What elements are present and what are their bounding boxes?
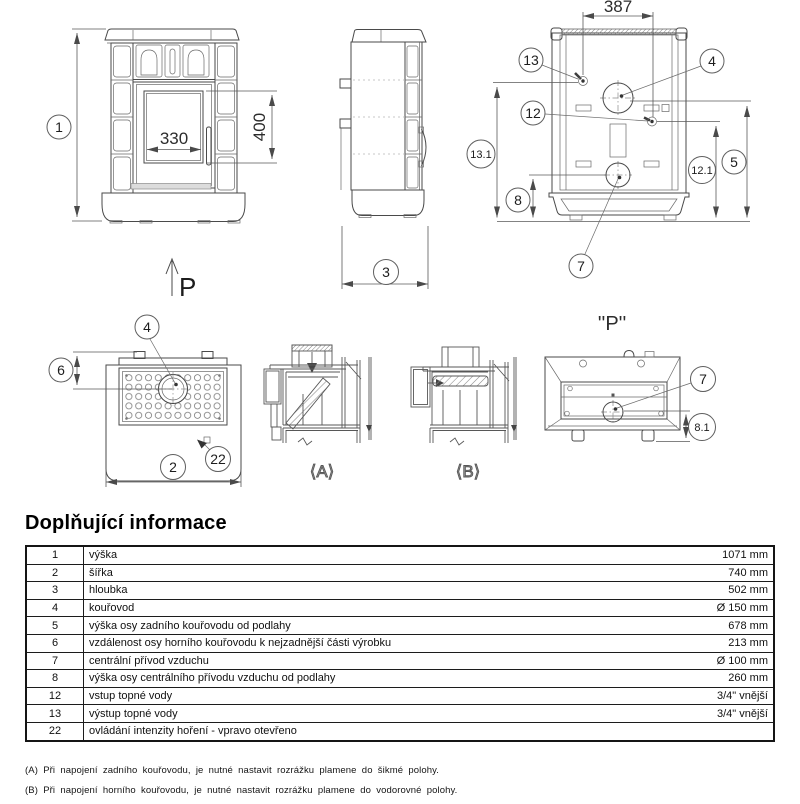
row-content [84, 546, 775, 564]
callout-top-flue [135, 315, 159, 339]
callout-burn-control [206, 447, 231, 472]
row-content [84, 670, 775, 688]
row-label: hloubka [89, 584, 128, 597]
table-row [26, 617, 774, 635]
row-number: 7 [26, 652, 84, 670]
row-content [84, 634, 775, 652]
row-number: 22 [26, 722, 84, 740]
row-content [84, 617, 775, 635]
water-inlet-12 [644, 117, 657, 126]
flame-baffle-horizontal [433, 376, 488, 386]
bottom-view-label: ''P'' [597, 313, 627, 335]
table-row [26, 705, 774, 723]
info-table [25, 545, 775, 742]
door-handle [207, 127, 212, 165]
footnote: (A) Při napojení zadního kouřovodu, je nutné nastavit rozrážku plamene do šikmé polohy. [25, 765, 439, 776]
svg-text:13: 13 [523, 52, 539, 68]
row-number: 8 [26, 670, 84, 688]
callout-air-height [506, 188, 530, 212]
table-row [26, 564, 774, 582]
page-title: Doplňující informace [25, 512, 227, 534]
water-outlet-13 [575, 73, 588, 86]
row-number: 1 [26, 546, 84, 564]
table-row [26, 687, 774, 705]
dim-door-width: 330 [159, 129, 189, 148]
central-air-inlet [604, 161, 632, 189]
rear-view [467, 0, 751, 278]
arched-tiles [136, 45, 209, 77]
table-row [26, 652, 774, 670]
row-content [84, 564, 775, 582]
row-label: ovládání intenzity hoření - vpravo otevřeno [89, 725, 297, 738]
callout-bottom-air [691, 367, 716, 392]
row-value: Ø 150 mm [716, 602, 768, 615]
row-value: 678 mm [728, 619, 768, 632]
row-value: 213 mm [728, 637, 768, 650]
burn-control-detail [197, 437, 210, 450]
row-content [84, 599, 775, 617]
row-value: 260 mm [728, 672, 768, 685]
row-label: kouřovod [89, 602, 135, 615]
hearth-plate [131, 184, 211, 190]
svg-text:8.1: 8.1 [694, 422, 710, 434]
row-content [84, 687, 775, 705]
row-content [84, 722, 775, 740]
callout-width [161, 455, 186, 480]
footnote: (B) Při napojení horního kouřovodu, je nutné nastavit rozrážku plamene do vodorovné polohy. [25, 784, 458, 796]
row-label: šířka [89, 566, 113, 579]
callout-depth [374, 260, 399, 285]
rear-flue-outlet [600, 80, 636, 116]
dim-door-height: 400 [250, 112, 269, 142]
row-value: 3/4" vnější [717, 690, 768, 703]
row-label: centrální přívod vzduchu [89, 654, 209, 667]
row-number: 2 [26, 564, 84, 582]
water-stub-lower [340, 119, 351, 128]
table-row [26, 546, 774, 564]
row-value: 502 mm [728, 584, 768, 597]
table-row [26, 599, 774, 617]
svg-text:22: 22 [210, 451, 226, 467]
callout-water-inlet [521, 101, 545, 125]
svg-text:13.1: 13.1 [470, 149, 492, 161]
svg-text:1: 1 [55, 119, 63, 135]
svg-text:7: 7 [577, 258, 585, 274]
callout-central-air [569, 254, 593, 278]
svg-text:2: 2 [169, 459, 177, 475]
row-value: 740 mm [728, 566, 768, 579]
table-row [26, 670, 774, 688]
row-number: 3 [26, 582, 84, 600]
row-content [84, 652, 775, 670]
row-number: 5 [26, 617, 84, 635]
callout-inlet-height [689, 157, 716, 184]
front-direction-arrow [166, 259, 196, 302]
flame-baffle-tilted [286, 378, 330, 429]
callout-flue-height [722, 150, 746, 174]
svg-text:7: 7 [699, 371, 707, 387]
svg-text:5: 5 [730, 154, 738, 170]
row-number: 4 [26, 599, 84, 617]
row-label: výška osy zadního kouřovodu od podlahy [89, 619, 291, 632]
row-number: 12 [26, 687, 84, 705]
callout-flue [700, 49, 724, 73]
row-number: 13 [26, 705, 84, 723]
row-value: 1071 mm [722, 549, 768, 562]
table-row [26, 722, 774, 740]
row-value: Ø 100 mm [716, 654, 768, 667]
row-content [84, 582, 775, 600]
svg-text:4: 4 [708, 53, 716, 69]
section-b-view [411, 347, 517, 481]
p-arrow-label: P [179, 272, 197, 302]
svg-text:8: 8 [514, 192, 522, 208]
section-b-label: ⟨B⟩ [455, 462, 481, 481]
callout-air-offset [689, 414, 716, 441]
table-row [26, 634, 774, 652]
rear-vent-slots [576, 105, 669, 168]
footnotes [25, 765, 457, 804]
row-content [84, 705, 775, 723]
front-view [47, 29, 277, 302]
svg-text:12: 12 [525, 105, 541, 121]
bottom-air-inlet [601, 400, 625, 424]
section-a-label: ⟨A⟩ [309, 462, 335, 481]
callout-height [47, 115, 71, 139]
svg-text:3: 3 [382, 264, 390, 280]
top-view [49, 315, 241, 487]
callout-water-outlet [519, 48, 543, 72]
svg-text:4: 4 [143, 319, 151, 335]
side-view [340, 30, 428, 290]
table-row [26, 582, 774, 600]
row-label: vzdálenost osy horního kouřovodu k nejzadnější části výrobku [89, 637, 392, 650]
callout-outlet-height [467, 140, 495, 168]
bottom-view [545, 313, 716, 442]
row-label: výška osy centrálního přívodu vzduchu od podlahy [89, 672, 336, 685]
row-value: 3/4" vnější [717, 707, 768, 720]
dim-connections-spacing: 387 [603, 0, 633, 16]
water-stub-upper [340, 79, 351, 88]
row-label: výstup topné vody [89, 707, 178, 720]
svg-text:12.1: 12.1 [691, 165, 713, 177]
svg-text:6: 6 [57, 362, 65, 378]
row-label: vstup topné vody [89, 690, 173, 703]
row-number: 6 [26, 634, 84, 652]
row-label: výška [89, 549, 118, 562]
callout-flue-offset [49, 358, 73, 382]
section-a-view [264, 345, 372, 481]
